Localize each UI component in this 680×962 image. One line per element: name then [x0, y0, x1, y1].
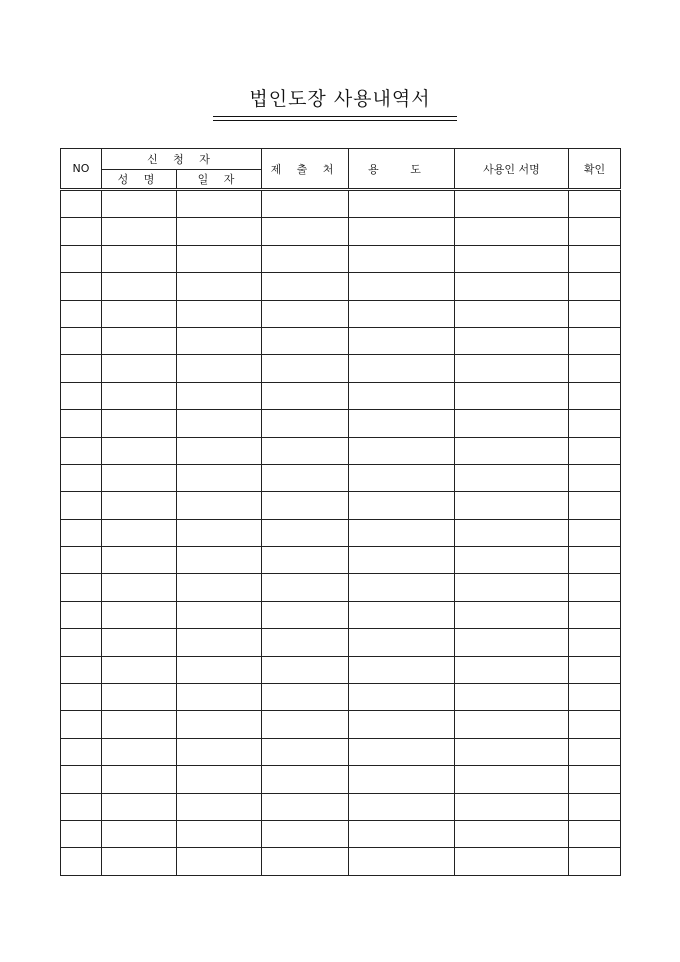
table-row: [61, 464, 621, 491]
cell-name[interactable]: [102, 547, 177, 574]
cell-date[interactable]: [177, 464, 262, 491]
header-applicant: 신 청 자: [102, 149, 262, 170]
cell-no[interactable]: [61, 437, 102, 464]
cell-user-signature[interactable]: [455, 519, 569, 546]
cell-purpose[interactable]: [349, 766, 455, 793]
cell-purpose[interactable]: [349, 492, 455, 519]
cell-submit-to[interactable]: [262, 656, 349, 683]
cell-no[interactable]: [61, 766, 102, 793]
cell-user-signature[interactable]: [455, 766, 569, 793]
cell-name[interactable]: [102, 601, 177, 628]
table-row: [61, 684, 621, 711]
table-row: [61, 410, 621, 437]
cell-date[interactable]: [177, 848, 262, 875]
cell-confirm[interactable]: [569, 492, 621, 519]
cell-submit-to[interactable]: [262, 820, 349, 847]
cell-user-signature[interactable]: [455, 820, 569, 847]
cell-confirm[interactable]: [569, 601, 621, 628]
cell-name[interactable]: [102, 437, 177, 464]
cell-name[interactable]: [102, 820, 177, 847]
cell-date[interactable]: [177, 273, 262, 300]
cell-submit-to[interactable]: [262, 519, 349, 546]
cell-date[interactable]: [177, 327, 262, 354]
cell-purpose[interactable]: [349, 820, 455, 847]
table-row: [61, 574, 621, 601]
cell-submit-to[interactable]: [262, 327, 349, 354]
cell-date[interactable]: [177, 684, 262, 711]
cell-submit-to[interactable]: [262, 410, 349, 437]
title-underline-second: [213, 120, 457, 121]
cell-no[interactable]: [61, 410, 102, 437]
cell-user-signature[interactable]: [455, 218, 569, 245]
cell-name[interactable]: [102, 519, 177, 546]
cell-name[interactable]: [102, 273, 177, 300]
table-row: [61, 492, 621, 519]
table-row: [61, 273, 621, 300]
table-row: [61, 848, 621, 875]
cell-submit-to[interactable]: [262, 738, 349, 765]
cell-confirm[interactable]: [569, 684, 621, 711]
cell-date[interactable]: [177, 738, 262, 765]
cell-submit-to[interactable]: [262, 437, 349, 464]
cell-purpose[interactable]: [349, 300, 455, 327]
cell-submit-to[interactable]: [262, 848, 349, 875]
table-row: [61, 766, 621, 793]
cell-user-signature[interactable]: [455, 382, 569, 409]
cell-confirm[interactable]: [569, 547, 621, 574]
cell-confirm[interactable]: [569, 793, 621, 820]
cell-purpose[interactable]: [349, 601, 455, 628]
cell-date[interactable]: [177, 574, 262, 601]
cell-purpose[interactable]: [349, 218, 455, 245]
cell-submit-to[interactable]: [262, 766, 349, 793]
cell-purpose[interactable]: [349, 327, 455, 354]
cell-no[interactable]: [61, 820, 102, 847]
cell-confirm[interactable]: [569, 437, 621, 464]
cell-submit-to[interactable]: [262, 218, 349, 245]
cell-confirm[interactable]: [569, 820, 621, 847]
table-row: [61, 437, 621, 464]
cell-submit-to[interactable]: [262, 273, 349, 300]
header-confirm: 확인: [569, 149, 621, 190]
cell-date[interactable]: [177, 547, 262, 574]
cell-date[interactable]: [177, 492, 262, 519]
table-row: [61, 300, 621, 327]
cell-name[interactable]: [102, 464, 177, 491]
cell-submit-to[interactable]: [262, 190, 349, 218]
table-row: [61, 327, 621, 354]
cell-user-signature[interactable]: [455, 300, 569, 327]
cell-submit-to[interactable]: [262, 300, 349, 327]
cell-purpose[interactable]: [349, 711, 455, 738]
cell-submit-to[interactable]: [262, 464, 349, 491]
cell-date[interactable]: [177, 793, 262, 820]
cell-name[interactable]: [102, 684, 177, 711]
table-body: [61, 190, 621, 876]
cell-purpose[interactable]: [349, 684, 455, 711]
cell-confirm[interactable]: [569, 766, 621, 793]
cell-purpose[interactable]: [349, 437, 455, 464]
cell-no[interactable]: [61, 629, 102, 656]
cell-confirm[interactable]: [569, 848, 621, 875]
cell-confirm[interactable]: [569, 273, 621, 300]
cell-submit-to[interactable]: [262, 547, 349, 574]
cell-purpose[interactable]: [349, 574, 455, 601]
cell-user-signature[interactable]: [455, 629, 569, 656]
cell-no[interactable]: [61, 711, 102, 738]
cell-purpose[interactable]: [349, 410, 455, 437]
cell-confirm[interactable]: [569, 629, 621, 656]
cell-no[interactable]: [61, 601, 102, 628]
cell-purpose[interactable]: [349, 190, 455, 218]
cell-confirm[interactable]: [569, 410, 621, 437]
cell-submit-to[interactable]: [262, 601, 349, 628]
cell-date[interactable]: [177, 656, 262, 683]
cell-date[interactable]: [177, 245, 262, 272]
cell-confirm[interactable]: [569, 355, 621, 382]
cell-user-signature[interactable]: [455, 327, 569, 354]
cell-date[interactable]: [177, 519, 262, 546]
cell-purpose[interactable]: [349, 245, 455, 272]
cell-confirm[interactable]: [569, 245, 621, 272]
cell-user-signature[interactable]: [455, 464, 569, 491]
cell-user-signature[interactable]: [455, 793, 569, 820]
cell-user-signature[interactable]: [455, 547, 569, 574]
cell-user-signature[interactable]: [455, 848, 569, 875]
cell-no[interactable]: [61, 464, 102, 491]
cell-name[interactable]: [102, 738, 177, 765]
cell-confirm[interactable]: [569, 574, 621, 601]
header-date: 일 자: [177, 170, 262, 190]
cell-user-signature[interactable]: [455, 656, 569, 683]
cell-no[interactable]: [61, 738, 102, 765]
cell-user-signature[interactable]: [455, 574, 569, 601]
cell-submit-to[interactable]: [262, 684, 349, 711]
table-row: [61, 656, 621, 683]
cell-date[interactable]: [177, 629, 262, 656]
cell-confirm[interactable]: [569, 300, 621, 327]
cell-user-signature[interactable]: [455, 355, 569, 382]
cell-no[interactable]: [61, 218, 102, 245]
cell-purpose[interactable]: [349, 848, 455, 875]
cell-name[interactable]: [102, 848, 177, 875]
table-row: [61, 245, 621, 272]
cell-purpose[interactable]: [349, 793, 455, 820]
cell-purpose[interactable]: [349, 629, 455, 656]
cell-no[interactable]: [61, 656, 102, 683]
cell-purpose[interactable]: [349, 355, 455, 382]
cell-name[interactable]: [102, 327, 177, 354]
cell-no[interactable]: [61, 848, 102, 875]
cell-submit-to[interactable]: [262, 711, 349, 738]
table-row: [61, 190, 621, 218]
cell-date[interactable]: [177, 766, 262, 793]
cell-submit-to[interactable]: [262, 355, 349, 382]
cell-purpose[interactable]: [349, 464, 455, 491]
table-row: [61, 355, 621, 382]
cell-user-signature[interactable]: [455, 245, 569, 272]
cell-purpose[interactable]: [349, 547, 455, 574]
header-name: 성 명: [102, 170, 177, 190]
cell-name[interactable]: [102, 355, 177, 382]
table-row: [61, 793, 621, 820]
cell-confirm[interactable]: [569, 519, 621, 546]
table-row: [61, 820, 621, 847]
table-row: [61, 738, 621, 765]
cell-no[interactable]: [61, 382, 102, 409]
cell-name[interactable]: [102, 766, 177, 793]
cell-name[interactable]: [102, 656, 177, 683]
cell-purpose[interactable]: [349, 519, 455, 546]
title-underline: [213, 116, 457, 117]
cell-date[interactable]: [177, 820, 262, 847]
cell-user-signature[interactable]: [455, 738, 569, 765]
cell-purpose[interactable]: [349, 382, 455, 409]
cell-purpose[interactable]: [349, 273, 455, 300]
header-purpose: 용 도: [349, 149, 455, 190]
table-row: [61, 601, 621, 628]
cell-no[interactable]: [61, 492, 102, 519]
cell-date[interactable]: [177, 218, 262, 245]
cell-confirm[interactable]: [569, 382, 621, 409]
cell-no[interactable]: [61, 355, 102, 382]
cell-confirm[interactable]: [569, 738, 621, 765]
cell-name[interactable]: [102, 410, 177, 437]
cell-confirm[interactable]: [569, 327, 621, 354]
cell-user-signature[interactable]: [455, 437, 569, 464]
cell-submit-to[interactable]: [262, 492, 349, 519]
header-user-signature: 사용인 서명: [455, 149, 569, 190]
table-row: [61, 629, 621, 656]
cell-user-signature[interactable]: [455, 492, 569, 519]
table-row: [61, 547, 621, 574]
cell-name[interactable]: [102, 793, 177, 820]
cell-user-signature[interactable]: [455, 410, 569, 437]
cell-submit-to[interactable]: [262, 382, 349, 409]
cell-name[interactable]: [102, 382, 177, 409]
table-row: [61, 519, 621, 546]
table-header: [61, 149, 621, 190]
cell-no[interactable]: [61, 684, 102, 711]
cell-no[interactable]: [61, 245, 102, 272]
cell-submit-to[interactable]: [262, 574, 349, 601]
cell-purpose[interactable]: [349, 656, 455, 683]
cell-name[interactable]: [102, 300, 177, 327]
cell-no[interactable]: [61, 300, 102, 327]
cell-name[interactable]: [102, 190, 177, 218]
cell-name[interactable]: [102, 629, 177, 656]
cell-date[interactable]: [177, 410, 262, 437]
cell-name[interactable]: [102, 245, 177, 272]
cell-user-signature[interactable]: [455, 273, 569, 300]
cell-no[interactable]: [61, 190, 102, 218]
cell-confirm[interactable]: [569, 218, 621, 245]
cell-submit-to[interactable]: [262, 245, 349, 272]
cell-date[interactable]: [177, 437, 262, 464]
cell-name[interactable]: [102, 218, 177, 245]
cell-user-signature[interactable]: [455, 190, 569, 218]
cell-confirm[interactable]: [569, 711, 621, 738]
usage-log-table: [60, 148, 621, 876]
cell-user-signature[interactable]: [455, 711, 569, 738]
cell-date[interactable]: [177, 300, 262, 327]
cell-submit-to[interactable]: [262, 793, 349, 820]
cell-no[interactable]: [61, 327, 102, 354]
cell-submit-to[interactable]: [262, 629, 349, 656]
cell-name[interactable]: [102, 492, 177, 519]
cell-purpose[interactable]: [349, 738, 455, 765]
cell-confirm[interactable]: [569, 464, 621, 491]
cell-user-signature[interactable]: [455, 684, 569, 711]
cell-name[interactable]: [102, 574, 177, 601]
document-title: 법인도장 사용내역서: [249, 88, 431, 110]
cell-no[interactable]: [61, 273, 102, 300]
header-no: NO: [61, 149, 102, 190]
table-row: [61, 711, 621, 738]
table-row: [61, 382, 621, 409]
cell-date[interactable]: [177, 190, 262, 218]
cell-no[interactable]: [61, 519, 102, 546]
cell-name[interactable]: [102, 711, 177, 738]
cell-confirm[interactable]: [569, 190, 621, 218]
cell-no[interactable]: [61, 547, 102, 574]
cell-date[interactable]: [177, 601, 262, 628]
cell-user-signature[interactable]: [455, 601, 569, 628]
cell-date[interactable]: [177, 382, 262, 409]
cell-confirm[interactable]: [569, 656, 621, 683]
table-row: [61, 218, 621, 245]
cell-date[interactable]: [177, 711, 262, 738]
cell-date[interactable]: [177, 355, 262, 382]
cell-no[interactable]: [61, 793, 102, 820]
cell-no[interactable]: [61, 574, 102, 601]
header-submit-to: 제 출 처: [262, 149, 349, 190]
